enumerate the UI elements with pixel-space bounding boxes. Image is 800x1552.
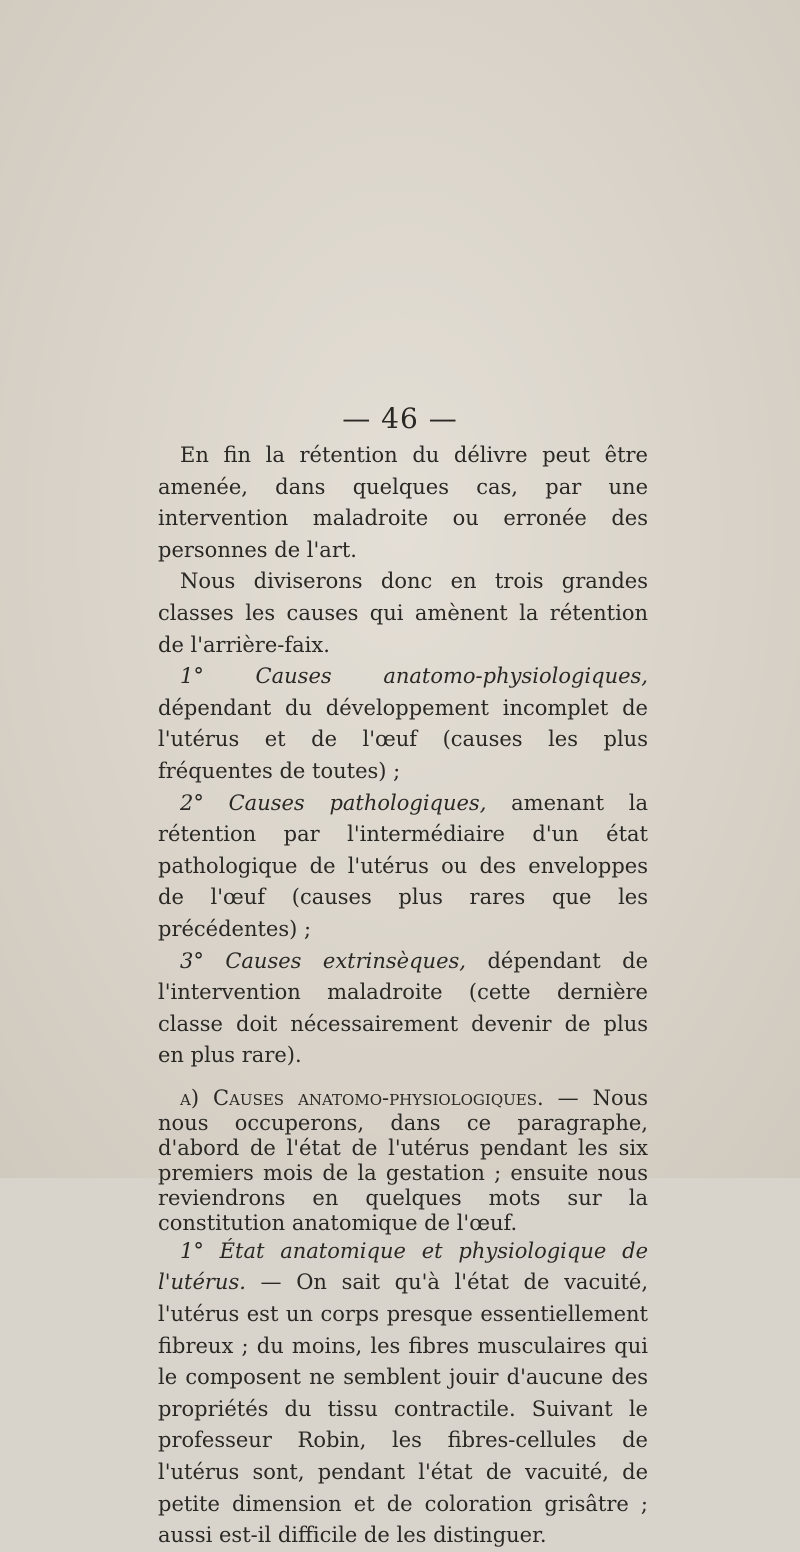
paragraph [158, 566, 648, 661]
cause-text: dépendant de l'intervention maladroite (cette dernière classe doit nécessairement devenir de plus en plus rare). [158, 948, 648, 1068]
paragraph-text: Nous diviserons donc en trois grandes classes les causes qui amènent la rétention de l'arrière-faix. [158, 569, 648, 657]
cause-text: amenant la rétention par l'intermédiaire d'un état pathologique de l'utérus ou des enveloppes de l'œuf (causes plus rares que les précédentes) ; [158, 790, 648, 941]
section-heading: a) Causes anatomo-physiologiques. [180, 1085, 544, 1110]
section-paragraph [158, 1086, 648, 1236]
subsection-paragraph [158, 1236, 648, 1552]
cause-item-2 [158, 788, 648, 946]
paragraph [158, 440, 648, 566]
section-text: — Nous nous occuperons, dans ce paragraphe, d'abord de l'état de l'utérus pendant les six premiers mois de la gestation ; ensuite nous reviendrons en quelques mots sur la constitution anatomique de l'œuf. [158, 1085, 649, 1235]
paragraph-text: En fin la rétention du délivre peut être amenée, dans quelques cas, par une intervention maladroite ou erronée des personnes de l'art. [158, 443, 648, 562]
cause-item-1 [158, 661, 648, 787]
subsection-text: — On sait qu'à l'état de vacuité, l'utérus est un corps presque essentiellement fibreux ; du moins, les fibres musculaires qui le composent ne semblent jouir d'aucune des propriétés du tissu contractile. Suivant le professeur Robin, les fibres-cellules de l'utérus sont, pendant l'état de vacuité, de petite dimension et de coloration grisâtre ; aussi est-il difficile de les distinguer. [158, 1270, 648, 1548]
subsection-heading: 1° État anatomique et physiologique de l'utérus. [158, 1238, 648, 1295]
body-text [158, 440, 648, 1552]
cause-heading: 3° Causes extrinsèques, [180, 948, 466, 973]
page-number: — 46 — [342, 402, 458, 435]
cause-item-3 [158, 946, 648, 1072]
cause-heading: 2° Causes pathologiques, [180, 790, 487, 815]
cause-text: dépendant du développement incomplet de l'utérus et de l'œuf (causes les plus fréquentes de toutes) ; [158, 695, 648, 783]
cause-heading: 1° Causes anatomo-physiologiques, [180, 664, 648, 689]
